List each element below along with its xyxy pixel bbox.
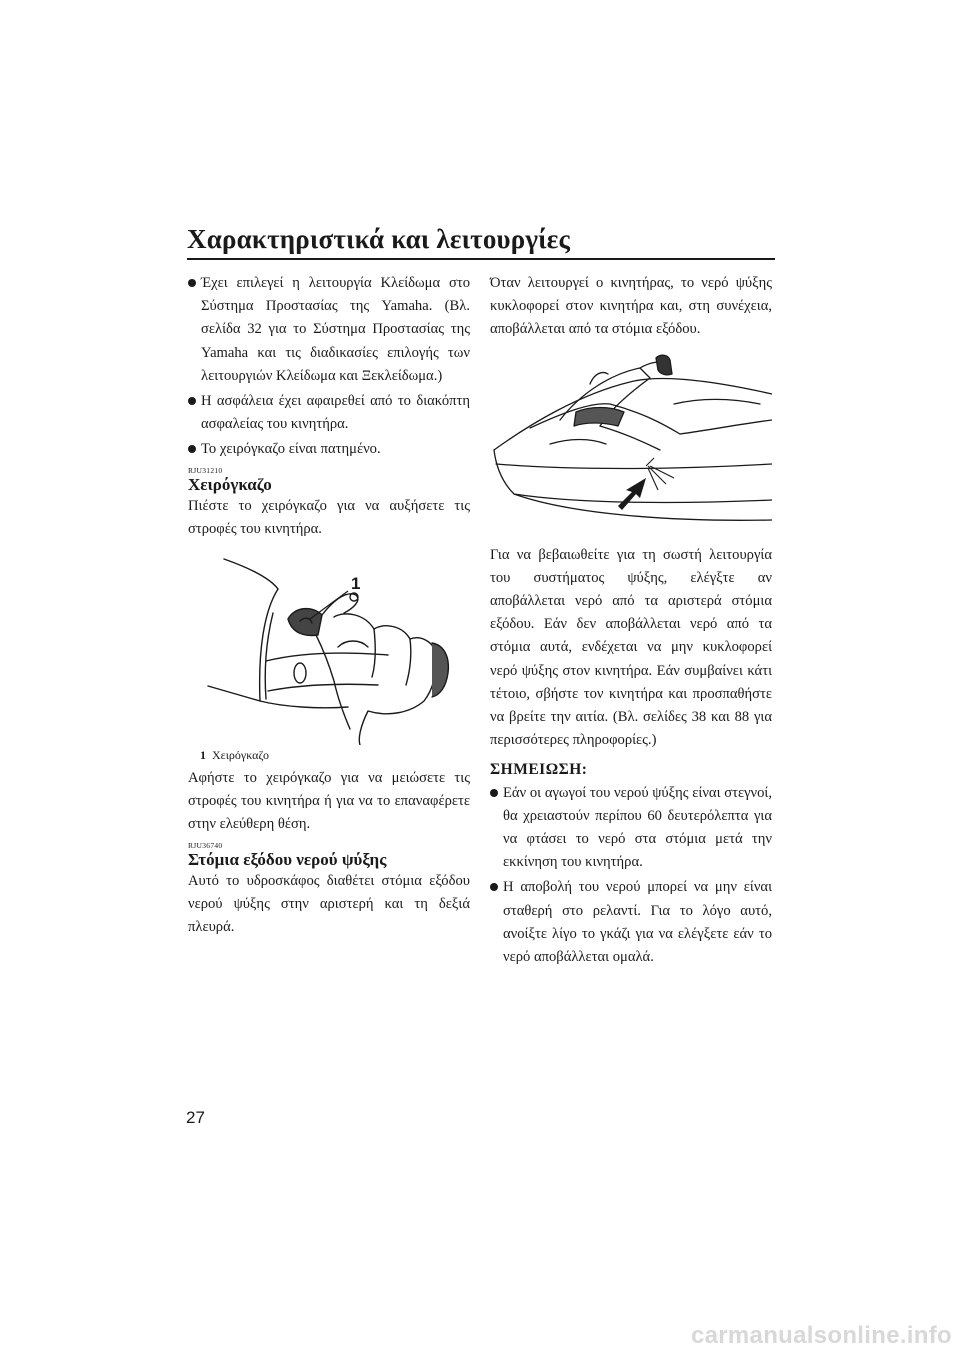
arrow-icon [618,478,646,510]
callout-label: 1 [351,574,361,594]
paragraph: Όταν λειτουργεί ο κινητήρας, το νερό ψύξης κυκλοφορεί στον κινητήρα και, στη συνέχεια, αποβάλλεται από τα στόμια εξόδου. [490,275,772,338]
paragraph: Αφήστε το χειρόγκαζο για να μειώσετε τις στροφές του κινητήρα ή για να το επαναφέρετε στην ελεύθερη θέση. [188,770,470,833]
page-header [187,222,775,260]
watermark: carmanualsonline.info [690,1322,952,1349]
page-title: Χαρακτηριστικά και λειτουργίες [187,224,571,254]
section-heading-cooling-outlets: Στόμια εξόδου νερού ψύξης [188,849,387,869]
paragraph: Αυτό το υδροσκάφος διαθέτει στόμια εξόδου νερού ψύξης στην αριστερή και τη δεξιά πλευρά. [188,872,470,936]
bullet-icon [188,445,196,453]
watercraft-figure [490,354,772,540]
paragraph: Πιέστε το χειρόγκαζο για να αυξήσετε τις στροφές του κινητήρα. [188,497,470,537]
right-column [490,272,772,971]
figure-caption: 1 Χειρόγκαζο [200,748,269,763]
watercraft-illustration [490,354,772,540]
section-heading-throttle: Χειρόγκαζο [188,474,272,494]
bullet-item: Η ασφάλεια έχει αφαιρεθεί από το διακόπτη ασφαλείας του κινητήρα. [188,390,470,436]
section-code: RJU31210 [188,465,223,475]
bullet-item: Το χειρόγκαζο είναι πατημένο. [188,438,470,461]
page-number: 27 [186,1108,205,1127]
bullet-icon [490,789,498,797]
note-heading: ΣΗΜΕΙΩΣΗ: [490,761,588,779]
left-column [188,272,470,939]
bullet-item: Έχει επιλεγεί η λειτουργία Κλείδωμα στο Σύστημα Προστασίας της Yamaha. (Βλ. σελίδα 32 για το Σύστημα Προστασίας της Yamaha και τις διαδικασίες επιλογής των λειτουργιών Κλείδωμα και Ξεκλείδωμα.) [188,272,470,388]
paragraph: Για να βεβαιωθείτε για τη σωστή λειτουργία του συστήματος ψύξης, ελέγξτε αν αποβάλλεται νερό από τα αριστερά στόμια εξόδου. Εάν δεν αποβάλλεται νερό από τα στόμια αυτά, ενδέχεται να μην κυκλοφορεί νερό ψύξης στον κινητήρα. Εάν συμβαίνει κάτι τέτοιο, σβήστε τον κινητήρα και προσπαθήστε να βρείτε την αιτία. (Βλ. σελίδες 38 και 88 για περισσότερες πληροφορίες.) [490,546,772,749]
throttle-illustration [188,551,470,745]
bullet-icon [188,279,196,287]
bullet-icon [490,883,498,891]
throttle-figure [188,551,470,745]
bullet-icon [188,397,196,405]
bullet-item: Εάν οι αγωγοί του νερού ψύξης είναι στεγνοί, θα χρειαστούν περίπου 60 δευτερόλεπτα για να φτάσει το νερό στα στόμια μετά την εκκίνηση του κινητήρα. [490,782,772,875]
section-code: RJU36740 [188,840,223,850]
bullet-item: Η αποβολή του νερού μπορεί να μην είναι σταθερή στο ρελαντί. Για το λόγο αυτό, ανοίξτε λίγο το γκάζι για να ελέγξετε εάν το νερό αποβάλλεται ομαλά. [490,876,772,969]
header-rule [187,258,775,260]
